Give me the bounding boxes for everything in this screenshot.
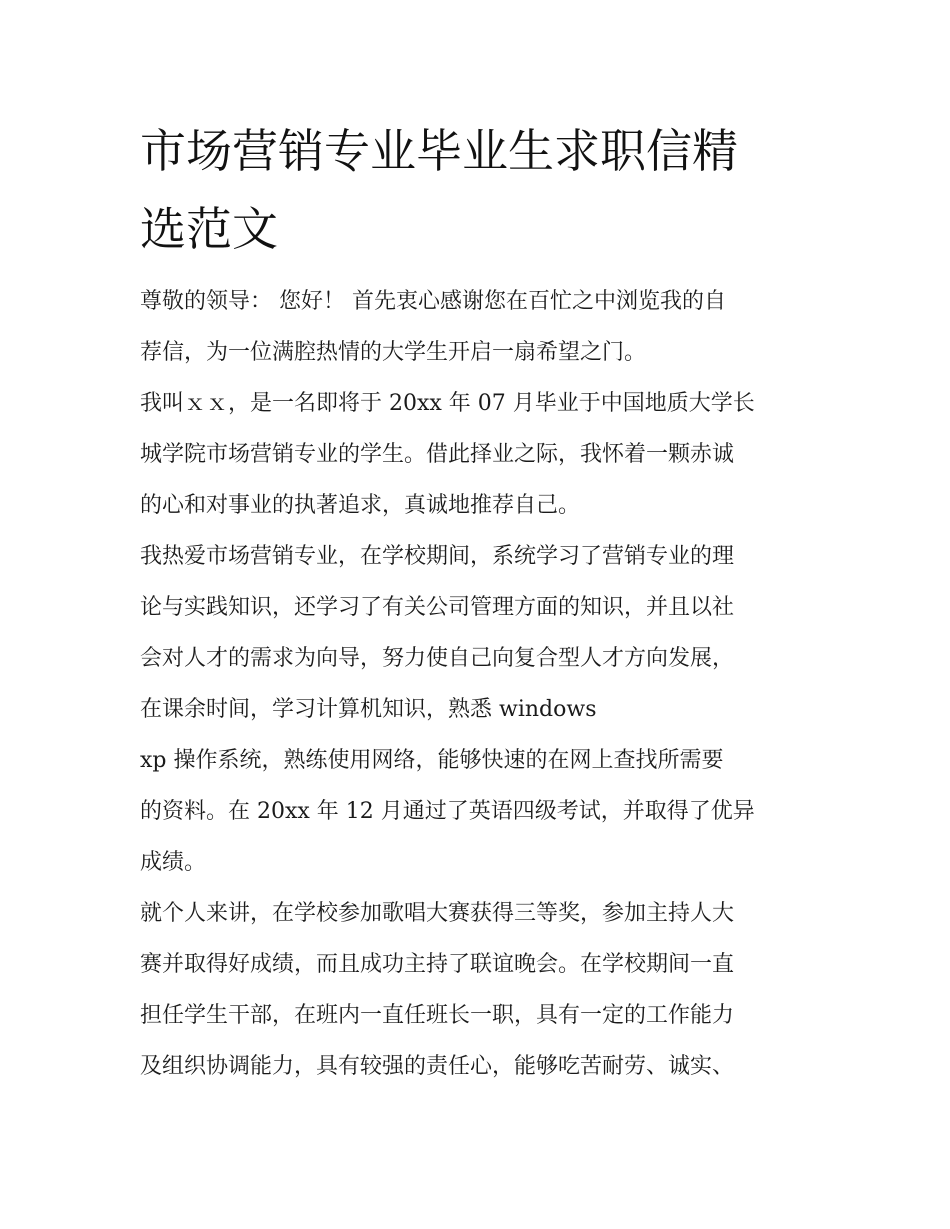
text-line: 的心和对事业的执著追求，真诚地推荐自己。 <box>140 493 581 518</box>
text-line: 在课余时间，学习计算机知识，熟悉 windows <box>140 697 597 722</box>
paragraph-introduction <box>140 378 812 531</box>
title-line: 选范文 <box>140 202 278 256</box>
text-line: 我叫ｘｘ，是一名即将于 20xx 年 07 月毕业于中国地质大学长 <box>140 391 755 416</box>
text-line: 会对人才的需求为向导，努力使自己向复合型人才方向发展， <box>140 646 735 671</box>
text-line: 论与实践知识，还学习了有关公司管理方面的知识，并且以社 <box>140 595 735 620</box>
text-line: 我热爱市场营销专业，在学校期间，系统学习了营销专业的理 <box>140 544 735 569</box>
document-body <box>140 276 812 1092</box>
title-line: 市场营销专业毕业生求职信精 <box>140 124 738 178</box>
page-title <box>140 112 810 268</box>
text-line: 及组织协调能力，具有较强的责任心，能够吃苦耐劳、诚实、 <box>140 1054 735 1079</box>
text-line: 荐信，为一位满腔热情的大学生开启一扇希望之门。 <box>140 340 647 365</box>
text-line: 的资料。在 20xx 年 12 月通过了英语四级考试，并取得了优异 <box>140 799 755 824</box>
paragraph-education <box>140 531 812 888</box>
paragraph-greeting <box>140 276 812 378</box>
text-line: 尊敬的领导： 您好！ 首先衷心感谢您在百忙之中浏览我的自 <box>140 289 726 314</box>
text-line: 赛并取得好成绩，而且成功主持了联谊晚会。在学校期间一直 <box>140 952 735 977</box>
text-line: xp 操作系统，熟练使用网络，能够快速的在网上查找所需要 <box>140 748 724 773</box>
paragraph-activities <box>140 888 812 1092</box>
text-line: 成绩。 <box>140 850 207 875</box>
text-line: 就个人来讲，在学校参加歌唱大赛获得三等奖，参加主持人大 <box>140 901 735 926</box>
text-line: 担任学生干部，在班内一直任班长一职，具有一定的工作能力 <box>140 1003 735 1028</box>
text-line: 城学院市场营销专业的学生。借此择业之际，我怀着一颗赤诚 <box>140 442 735 467</box>
